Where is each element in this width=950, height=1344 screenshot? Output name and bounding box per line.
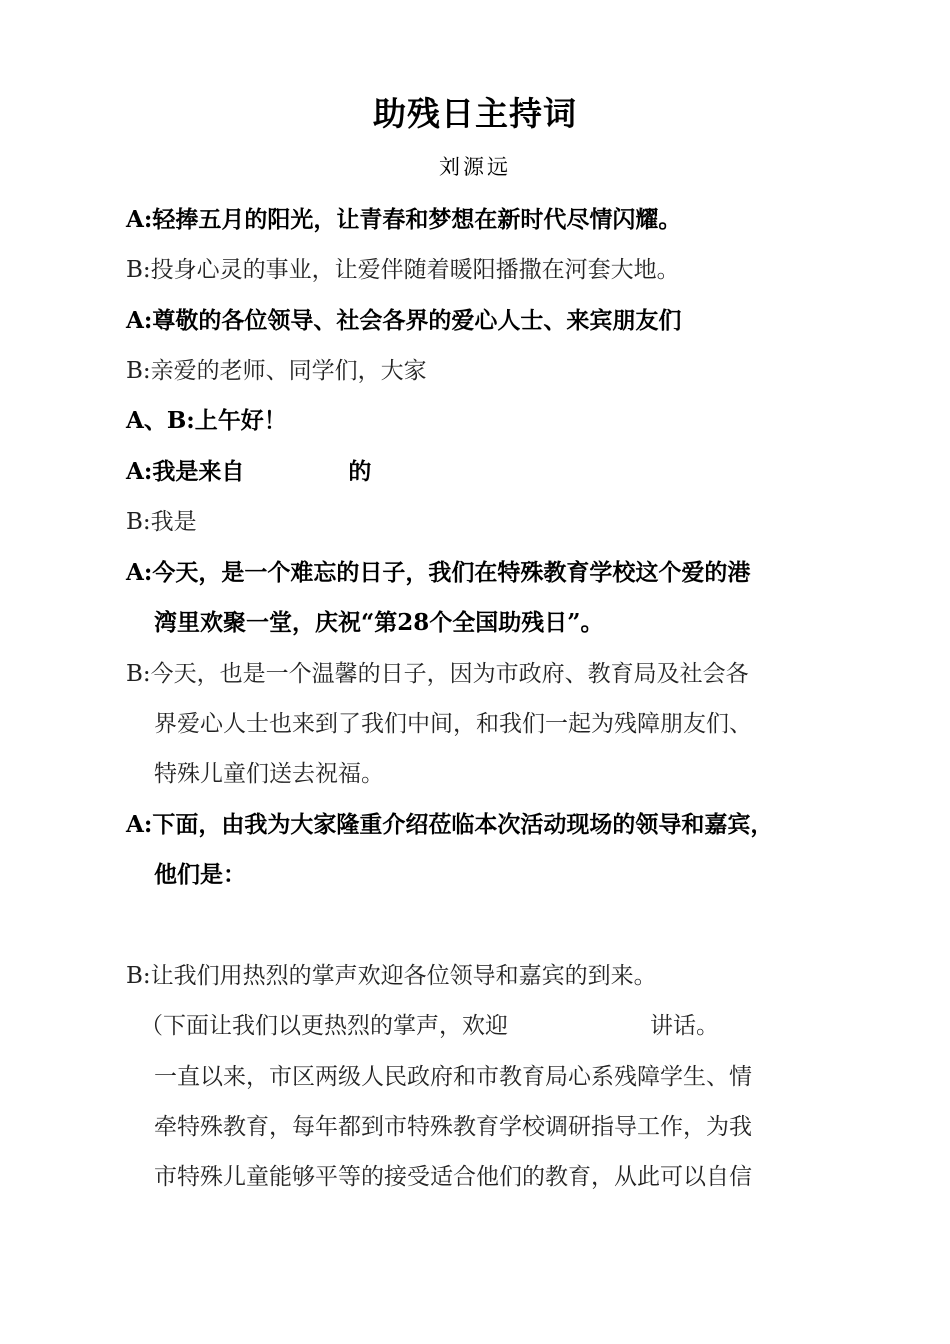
- line-text: 一直以来，市区两级人民政府和市教育局心系残障学生、情: [154, 1064, 752, 1090]
- speaker-label: A、B:: [126, 407, 195, 434]
- line-text: 尊敬的各位领导、社会各界的爱心人士、来宾朋友们: [152, 307, 682, 334]
- line-text: 上午好！: [194, 407, 287, 434]
- script-line-a: [126, 548, 846, 598]
- script-line-continuation: [154, 749, 874, 799]
- line-text: 今天，也是一个温馨的日子，因为市政府、教育局及社会各: [150, 661, 749, 687]
- line-text-tail: 的: [348, 458, 372, 485]
- script-line-continuation: [154, 1152, 874, 1202]
- script-line-ab: [126, 396, 846, 446]
- line-text: 我是来自: [152, 458, 245, 485]
- speaker-label: A:: [126, 307, 153, 334]
- speaker-label: B:: [126, 509, 151, 535]
- script-line-b: [126, 346, 846, 396]
- speaker-label: A:: [126, 559, 153, 586]
- script-line-continuation: [154, 850, 874, 900]
- line-text: 让我们用热烈的掌声欢迎各位领导和嘉宾的到来。: [150, 963, 657, 989]
- script-line-a: [126, 447, 846, 497]
- speaker-label: B:: [126, 963, 151, 989]
- script-line-b: [126, 245, 846, 295]
- script-line-continuation: [154, 1052, 874, 1102]
- speaker-label: A:: [126, 206, 153, 233]
- line-text: 今天，是一个难忘的日子，我们在特殊教育学校这个爱的港: [152, 559, 751, 586]
- author-name: 刘源远: [439, 155, 511, 179]
- line-text: （下面让我们以更热烈的掌声，欢迎: [140, 1013, 508, 1039]
- script-line-continuation: [140, 1001, 860, 1051]
- script-line-continuation: [154, 1102, 874, 1152]
- script-line-a: [126, 296, 846, 346]
- speaker-label: A:: [126, 458, 153, 485]
- script-line-continuation: [154, 699, 874, 749]
- script-line-b: [126, 951, 846, 1001]
- speaker-label: B:: [126, 358, 151, 384]
- line-text: 轻捧五月的阳光，让青春和梦想在新时代尽情闪耀。: [152, 206, 682, 233]
- speaker-label: B:: [126, 257, 151, 283]
- line-text: 特殊儿童们送去祝福。: [154, 761, 384, 787]
- script-line-continuation: [154, 598, 874, 648]
- speaker-label: B:: [126, 661, 151, 687]
- line-text: 我是: [150, 509, 197, 535]
- script-line-a: [126, 800, 846, 850]
- speaker-label: A:: [126, 811, 153, 838]
- line-text: 界爱心人士也来到了我们中间，和我们一起为残障朋友们、: [154, 711, 752, 737]
- line-text: 亲爱的老师、同学们，大家: [150, 358, 427, 384]
- script-line-b: [126, 497, 846, 547]
- line-text: 他们是：: [154, 861, 246, 888]
- line-text: 湾里欢聚一堂，庆祝“第28个全国助残日”。: [154, 609, 604, 636]
- line-text: 牵特殊教育，每年都到市特殊教育学校调研指导工作，为我: [154, 1114, 752, 1140]
- document-title: 助残日主持词: [373, 94, 577, 133]
- script-line-b: [126, 649, 846, 699]
- line-text: 市特殊儿童能够平等的接受适合他们的教育，从此可以自信: [154, 1164, 752, 1190]
- line-text-tail: 讲话。: [650, 1013, 719, 1039]
- line-text: 投身心灵的事业，让爱伴随着暖阳播撒在河套大地。: [150, 257, 680, 283]
- script-line-a: [126, 195, 846, 245]
- line-text: 下面，由我为大家隆重介绍莅临本次活动现场的领导和嘉宾，: [152, 811, 774, 838]
